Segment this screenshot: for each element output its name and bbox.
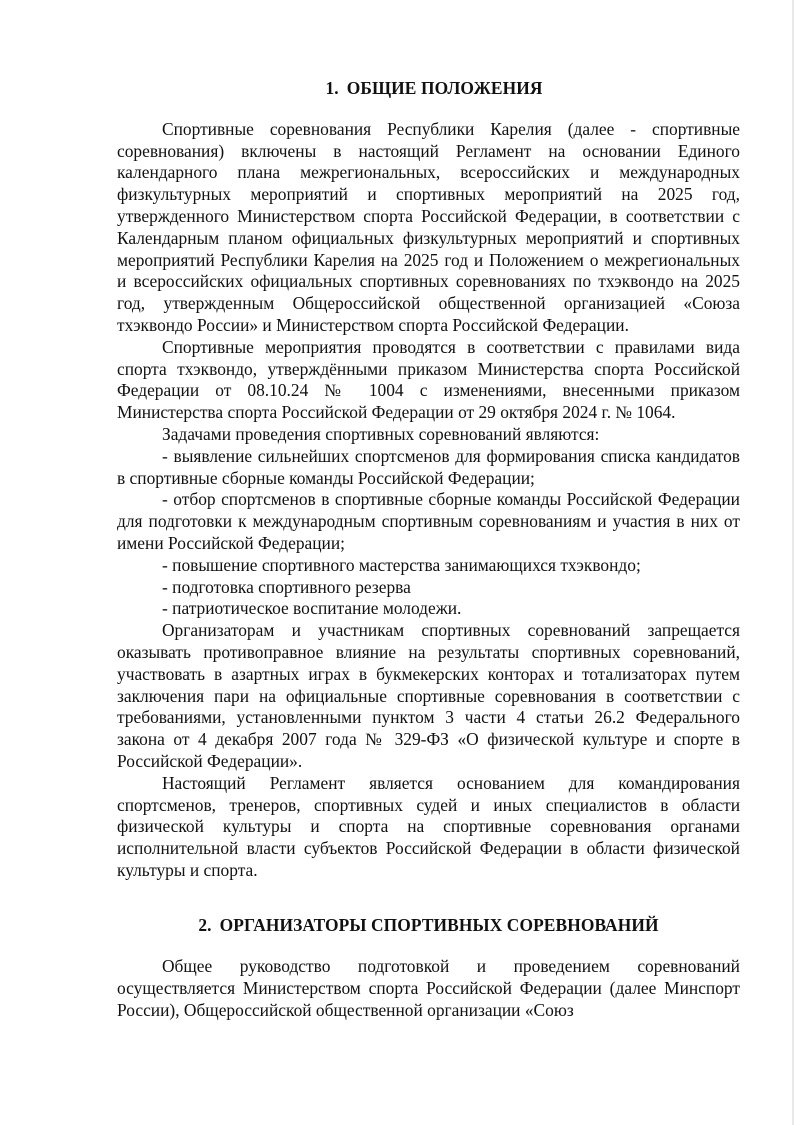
paragraph: Спортивные мероприятия проводятся в соответствии с правилами вида спорта тхэквондо, утверждёнными приказом Министерства спорта Российской Федерации от 08.10.24 № 1004 с изменениями, внесенными приказом Министерства спорта Российской Федерации от 29 октября 2024 г. № 1064. <box>117 336 740 423</box>
section-number: 2. <box>198 914 212 935</box>
document-page <box>117 78 740 1022</box>
section-1-heading <box>117 78 740 100</box>
list-item: - повышение спортивного мастерства занимающихся тхэквондо; <box>162 554 641 575</box>
section-title: ОРГАНИЗАТОРЫ СПОРТИВНЫХ СОРЕВНОВАНИЙ <box>219 914 659 935</box>
list-item: - отбор спортсменов в спортивные сборные команды Российской Федерации для подготовки к международным спортивным соревнованиям и участия в них от имени Российской Федерации; <box>117 489 740 553</box>
paragraph: Организаторам и участникам спортивных соревнований запрещается оказывать противоправное влияние на результаты спортивных соревнований, участвовать в азартных играх в букмекерских конторах и тотализаторах путем заключения пари на официальные спортивные соревнования в соответствии с требованиями, установленными пунктом 3 части 4 статьи 26.2 Федерального закона от 4 декабря 2007 года № 329-ФЗ «О физической культуре и спорте в Российской Федерации». <box>117 620 740 771</box>
list-item: - выявление сильнейших спортсменов для формирования списка кандидатов в спортивные сборные команды Российской Федерации; <box>117 445 740 488</box>
section-2-heading <box>117 915 740 937</box>
paragraph: Задачами проведения спортивных соревнований являются: <box>162 423 600 444</box>
paragraph: Общее руководство подготовкой и проведением соревнований осуществляется Министерством спорта Российской Федерации (далее Минспорт России), Общероссийской общественной организации «Союз <box>117 956 740 1021</box>
section-number: 1. <box>325 78 339 98</box>
list-item: - патриотическое воспитание молодежи. <box>162 598 462 619</box>
paragraph: Спортивные соревнования Республики Карелия (далее - спортивные соревнования) включены в настоящий Регламент на основании Единого календарного плана межрегиональных, всероссийских и международных физкультурных мероприятий и спортивных мероприятий на 2025 год, утвержденного Министерством спорта Российской Федерации, в соответствии с Календарным планом официальных физкультурных мероприятий и спортивных мероприятий Республики Карелия на 2025 год и Положением о межрегиональных и всероссийских официальных спортивных соревнованиях по тхэквондо на 2025 год, утвержденным Общероссийской общественной организацией «Союза тхэквондо России» и Министерством спорта Российской Федерации. <box>117 118 740 335</box>
section-title: ОБЩИЕ ПОЛОЖЕНИЯ <box>346 78 543 98</box>
list-item: - подготовка спортивного резерва <box>162 576 411 597</box>
paragraph: Настоящий Регламент является основанием для командирования спортсменов, тренеров, спортивных судей и иных специалистов в области физической культуры и спорта на спортивные соревнования органами исполнительной власти субъектов Российской Федерации в области физической культуры и спорта. <box>117 772 740 880</box>
